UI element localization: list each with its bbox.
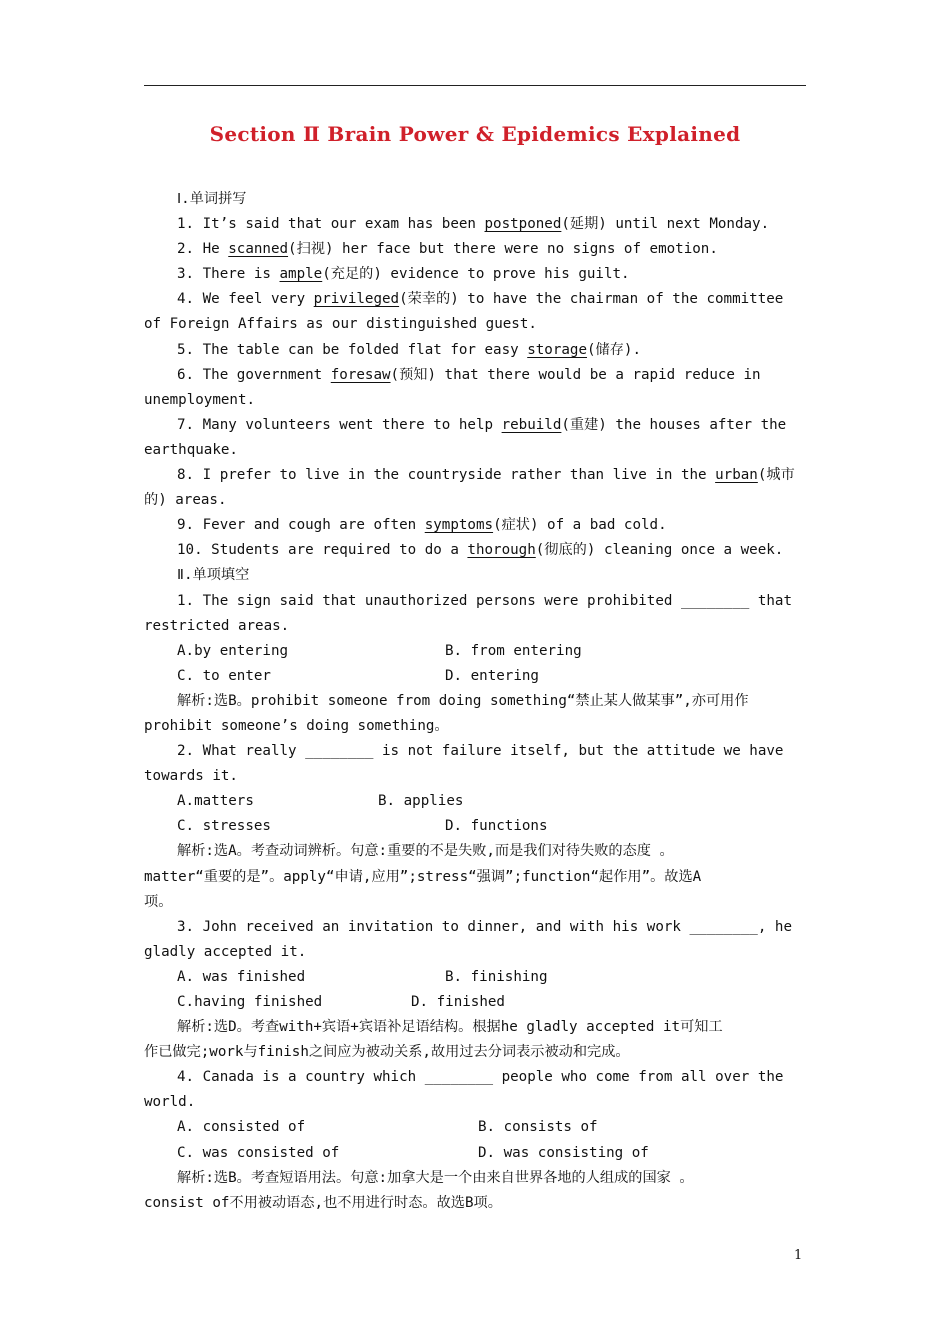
section-heading-multiple-choice: Ⅱ.单项填空 xyxy=(177,567,250,584)
question-1-explanation-cont: prohibit someone’s doing something。 xyxy=(144,717,449,734)
option-b: B. finishing xyxy=(445,968,548,985)
answer-word: urban xyxy=(715,467,758,484)
spelling-item-6-cont: unemployment. xyxy=(144,391,256,408)
option-b: B. applies xyxy=(378,793,464,810)
option-a: A. consisted of xyxy=(177,1119,306,1136)
question-1-explanation: 解析:选B。prohibit someone from doing something“禁止某人做某事”,亦可用作 xyxy=(177,692,749,709)
answer-word: rebuild xyxy=(501,416,562,433)
question-4-options-ab xyxy=(144,1115,806,1140)
spelling-item-3: 3. There is ample(充足的) evidence to prove his guilt. xyxy=(177,266,630,283)
spelling-item-7-cont: earthquake. xyxy=(144,441,238,458)
question-4-explanation: 解析:选B。考查短语用法。句意:加拿大是一个由来自世界各地的人组成的国家 。 xyxy=(177,1169,694,1186)
option-d: D. entering xyxy=(445,667,539,684)
question-2-options-ab xyxy=(144,789,806,814)
spelling-item-5: 5. The table can be folded flat for easy storage(储存). xyxy=(177,341,642,358)
spelling-item-2: 2. He scanned(扫视) her face but there were no signs of emotion. xyxy=(177,241,718,258)
section-heading-spelling: Ⅰ.单词拼写 xyxy=(177,191,247,207)
answer-word: storage xyxy=(527,341,588,358)
question-1-stem-cont: restricted areas. xyxy=(144,617,290,634)
option-a: A. was finished xyxy=(177,968,306,985)
answer-word: foresaw xyxy=(330,366,391,383)
page-number: 1 xyxy=(794,1248,803,1263)
page-title: Section Ⅱ Brain Power & Epidemics Explained xyxy=(209,122,741,146)
option-d: D. finished xyxy=(411,994,505,1010)
answer-word: privileged xyxy=(313,291,400,308)
question-1-stem: 1. The sign said that unauthorized persons were prohibited ________ that xyxy=(177,592,792,609)
answer-word: ample xyxy=(279,266,323,283)
spelling-item-9: 9. Fever and cough are often symptoms(症状) of a bad cold. xyxy=(177,517,667,534)
option-c: C. was consisted of xyxy=(177,1144,340,1161)
question-3-explanation: 解析:选D。考查with+宾语+宾语补足语结构。根据he gladly accepted it可知工 xyxy=(177,1019,723,1036)
question-2-explanation-cont2: 项。 xyxy=(144,893,173,910)
spelling-item-6: 6. The government foresaw(预知) that there would be a rapid reduce in xyxy=(177,366,761,383)
question-4-stem-cont: world. xyxy=(144,1094,196,1111)
header-rule xyxy=(144,85,806,86)
answer-word: thorough xyxy=(467,542,536,559)
question-2-options-cd xyxy=(144,814,806,839)
option-d: D. was consisting of xyxy=(478,1144,649,1161)
option-b: B. consists of xyxy=(478,1119,598,1136)
option-c: C.having finished xyxy=(177,994,323,1010)
answer-word: postponed xyxy=(484,216,562,233)
question-3-stem-cont: gladly accepted it. xyxy=(144,943,307,960)
answer-word: scanned xyxy=(228,241,289,258)
spelling-item-1: 1. It’s said that our exam has been postponed(延期) until next Monday. xyxy=(177,216,770,233)
spelling-item-7: 7. Many volunteers went there to help rebuild(重建) the houses after the xyxy=(177,416,787,433)
question-1-options-ab xyxy=(144,639,806,664)
option-c: C. stresses xyxy=(177,818,271,835)
spelling-item-4: 4. We feel very privileged(荣幸的) to have the chairman of the committee xyxy=(177,291,784,308)
question-3-options-ab xyxy=(144,965,806,990)
option-c: C. to enter xyxy=(177,667,271,684)
question-1-options-cd xyxy=(144,664,806,689)
question-4-explanation-cont: consist of不用被动语态,也不用进行时态。故选B项。 xyxy=(144,1194,502,1211)
question-2-stem-cont: towards it. xyxy=(144,768,238,785)
question-3-explanation-cont: 作已做完;work与finish之间应为被动关系,故用过去分词表示被动和完成。 xyxy=(144,1044,630,1061)
document-body xyxy=(144,187,806,1216)
answer-word: symptoms xyxy=(424,517,494,534)
spelling-item-10: 10. Students are required to do a thorough(彻底的) cleaning once a week. xyxy=(177,542,784,559)
option-b: B. from entering xyxy=(445,642,582,659)
question-4-options-cd xyxy=(144,1141,806,1166)
option-a: A.by entering xyxy=(177,642,289,659)
question-4-stem: 4. Canada is a country which ________ people who come from all over the xyxy=(177,1069,784,1086)
spelling-item-4-cont: of Foreign Affairs as our distinguished guest. xyxy=(144,316,537,333)
question-3-stem: 3. John received an invitation to dinner, and with his work ________, he xyxy=(177,918,792,935)
question-2-explanation: 解析:选A。考查动词辨析。句意:重要的不是失败,而是我们对待失败的态度 。 xyxy=(177,843,674,860)
option-d: D. functions xyxy=(445,818,548,835)
question-3-options-cd xyxy=(144,990,806,1015)
spelling-item-8: 8. I prefer to live in the countryside rather than live in the urban(城市 xyxy=(177,467,795,484)
question-2-stem: 2. What really ________ is not failure itself, but the attitude we have xyxy=(177,743,784,760)
question-2-explanation-cont: matter“重要的是”。apply“申请,应用”;stress“强调”;function“起作用”。故选A xyxy=(144,868,702,885)
option-a: A.matters xyxy=(177,793,254,810)
spelling-item-8-cont: 的) areas. xyxy=(144,492,227,509)
